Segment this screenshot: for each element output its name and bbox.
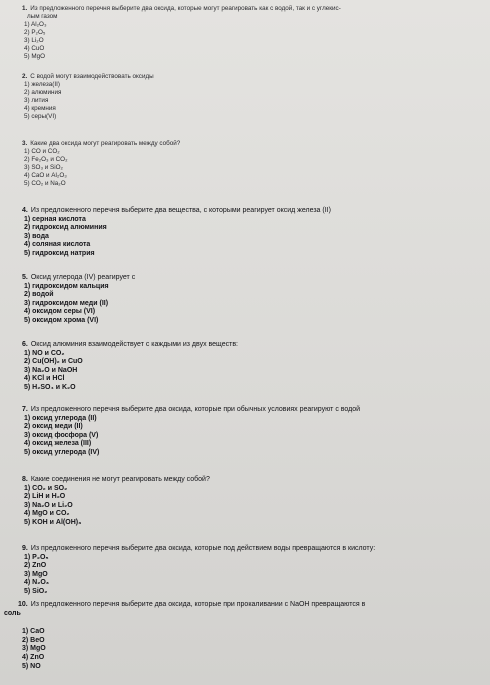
option: 3) вода [24, 232, 49, 240]
question-text: Оксид углерода (IV) реагирует с [30, 274, 136, 281]
question-7 [22, 406, 484, 458]
options-list [24, 415, 484, 458]
question-number: 1. [22, 5, 28, 12]
options-list [24, 554, 484, 597]
option: 4) N₂O₃ [24, 579, 50, 587]
question-text: Какие два оксида могут реагировать между собой? [30, 140, 181, 147]
question-text: Из предложенного перечня выберите два оксида, которые под действием воды превращаются в кислоту: [30, 545, 376, 552]
question-10-continuation: соль [4, 609, 21, 617]
question-text: Из предложенного перечня выберите два оксида, которые при прокаливании с NaOH превращаются в [30, 601, 366, 608]
question-3-title [22, 140, 484, 148]
question-6-title [22, 341, 484, 350]
option: 1) железа(II) [24, 81, 60, 88]
question-10 [4, 601, 484, 671]
option: 2) гидроксид алюминия [24, 224, 107, 232]
option: 3) лития [24, 97, 49, 104]
option: 5) оксидом хрома (VI) [24, 316, 99, 324]
question-3 [22, 140, 484, 188]
options-list [24, 81, 484, 121]
option: 2) Cu(OH)₂ и CuO [24, 358, 83, 366]
option: 5) гидроксид натрия [24, 249, 95, 257]
question-7-title [22, 406, 484, 415]
option: 2) BeO [22, 636, 45, 644]
question-number: 5. [22, 274, 28, 281]
option: 4) KCl и HCl [24, 375, 65, 383]
option: 4) CuO [24, 45, 45, 52]
question-1 [22, 5, 484, 61]
question-text: Из предложенного перечня выберите два оксида, которые могут реагировать как с водой, так и с углекис- [30, 5, 341, 12]
options-list [24, 350, 484, 393]
option: 3) гидроксидом меди (II) [24, 299, 109, 307]
question-9-title [22, 545, 484, 554]
options-list [22, 628, 484, 671]
option: 1) Al₂O₃ [24, 21, 47, 28]
question-text: С водой могут взаимодействовать оксиды [30, 73, 154, 80]
option: 3) Na₂O и Li₂O [24, 501, 73, 509]
question-5 [22, 274, 484, 326]
question-number: 2. [22, 73, 28, 80]
option: 5) H₂SO₄ и K₂O [24, 383, 76, 391]
question-9 [22, 545, 484, 597]
question-text: Какие соединения не могут реагировать между собой? [30, 476, 210, 483]
option: 5) серы(VI) [24, 113, 57, 120]
option: 4) CaO и Al₂O₃ [24, 172, 67, 179]
option: 1) оксид углерода (II) [24, 414, 97, 422]
option: 4) кремния [24, 105, 56, 112]
options-list [24, 216, 484, 259]
options-list [24, 148, 484, 188]
question-10-title [18, 601, 484, 610]
option: 5) CO₂ и Na₂O [24, 180, 66, 187]
option: 4) MgO и CO₂ [24, 510, 70, 518]
options-list [24, 21, 484, 61]
option: 1) NO и CO₂ [24, 349, 65, 357]
question-6 [22, 341, 484, 393]
option: 2) LiH и H₂O [24, 493, 66, 501]
option: 3) оксид фосфора (V) [24, 431, 99, 439]
option: 1) CO₂ и SO₂ [24, 484, 68, 492]
question-8-title [22, 476, 484, 485]
option: 4) оксидом серы (VI) [24, 308, 96, 316]
option: 3) Li₂O [24, 37, 44, 44]
option: 2) Fe₂O₃ и CO₂ [24, 156, 68, 163]
question-number: 4. [22, 207, 28, 214]
option: 1) CO и CO₂ [24, 148, 60, 155]
option: 1) P₂O₅ [24, 553, 49, 561]
question-number: 9. [22, 545, 28, 552]
question-number: 3. [22, 140, 28, 147]
option: 2) алюминия [24, 89, 62, 96]
option: 2) водой [24, 291, 54, 299]
option: 3) Na₂O и NaOH [24, 366, 78, 374]
option: 1) гидроксидом кальция [24, 282, 109, 290]
question-number: 8. [22, 476, 28, 483]
option: 4) ZnO [22, 653, 45, 661]
question-2-title [22, 73, 484, 81]
option: 4) соляная кислота [24, 241, 91, 249]
option: 5) NO [22, 662, 41, 670]
option: 2) P₂O₅ [24, 29, 46, 36]
option: 1) серная кислота [24, 215, 86, 223]
question-1-title [22, 5, 484, 13]
option: 1) CaO [22, 628, 45, 636]
option: 3) MgO [22, 645, 46, 653]
question-number: 10. [18, 601, 28, 608]
options-list [24, 283, 484, 326]
question-5-title [22, 274, 484, 283]
question-text: Из предложенного перечня выберите два вещества, с которыми реагирует оксид железа (II) [30, 207, 331, 214]
question-number: 6. [22, 341, 28, 348]
question-1-continuation: лым газом [27, 13, 58, 20]
option: 4) оксид железа (III) [24, 440, 92, 448]
question-2 [22, 73, 484, 121]
question-number: 7. [22, 406, 28, 413]
option: 3) MgO [24, 570, 48, 578]
option: 2) ZnO [24, 562, 47, 570]
option: 5) оксид углерода (IV) [24, 448, 100, 456]
option: 2) оксид меди (II) [24, 423, 83, 431]
options-list [24, 485, 484, 528]
option: 5) MgO [24, 53, 45, 60]
question-4 [22, 207, 484, 259]
question-8 [22, 476, 484, 528]
question-4-title [22, 207, 484, 216]
option: 3) SO₃ и SiO₂ [24, 164, 63, 171]
question-text: Из предложенного перечня выберите два оксида, которые при обычных условиях реагируют с водой [30, 406, 361, 413]
question-text: Оксид алюминия взаимодействует с каждыми из двух веществ: [30, 341, 239, 348]
option: 5) SiO₂ [24, 587, 48, 595]
option: 5) KOH и Al(OH)₃ [24, 518, 82, 526]
